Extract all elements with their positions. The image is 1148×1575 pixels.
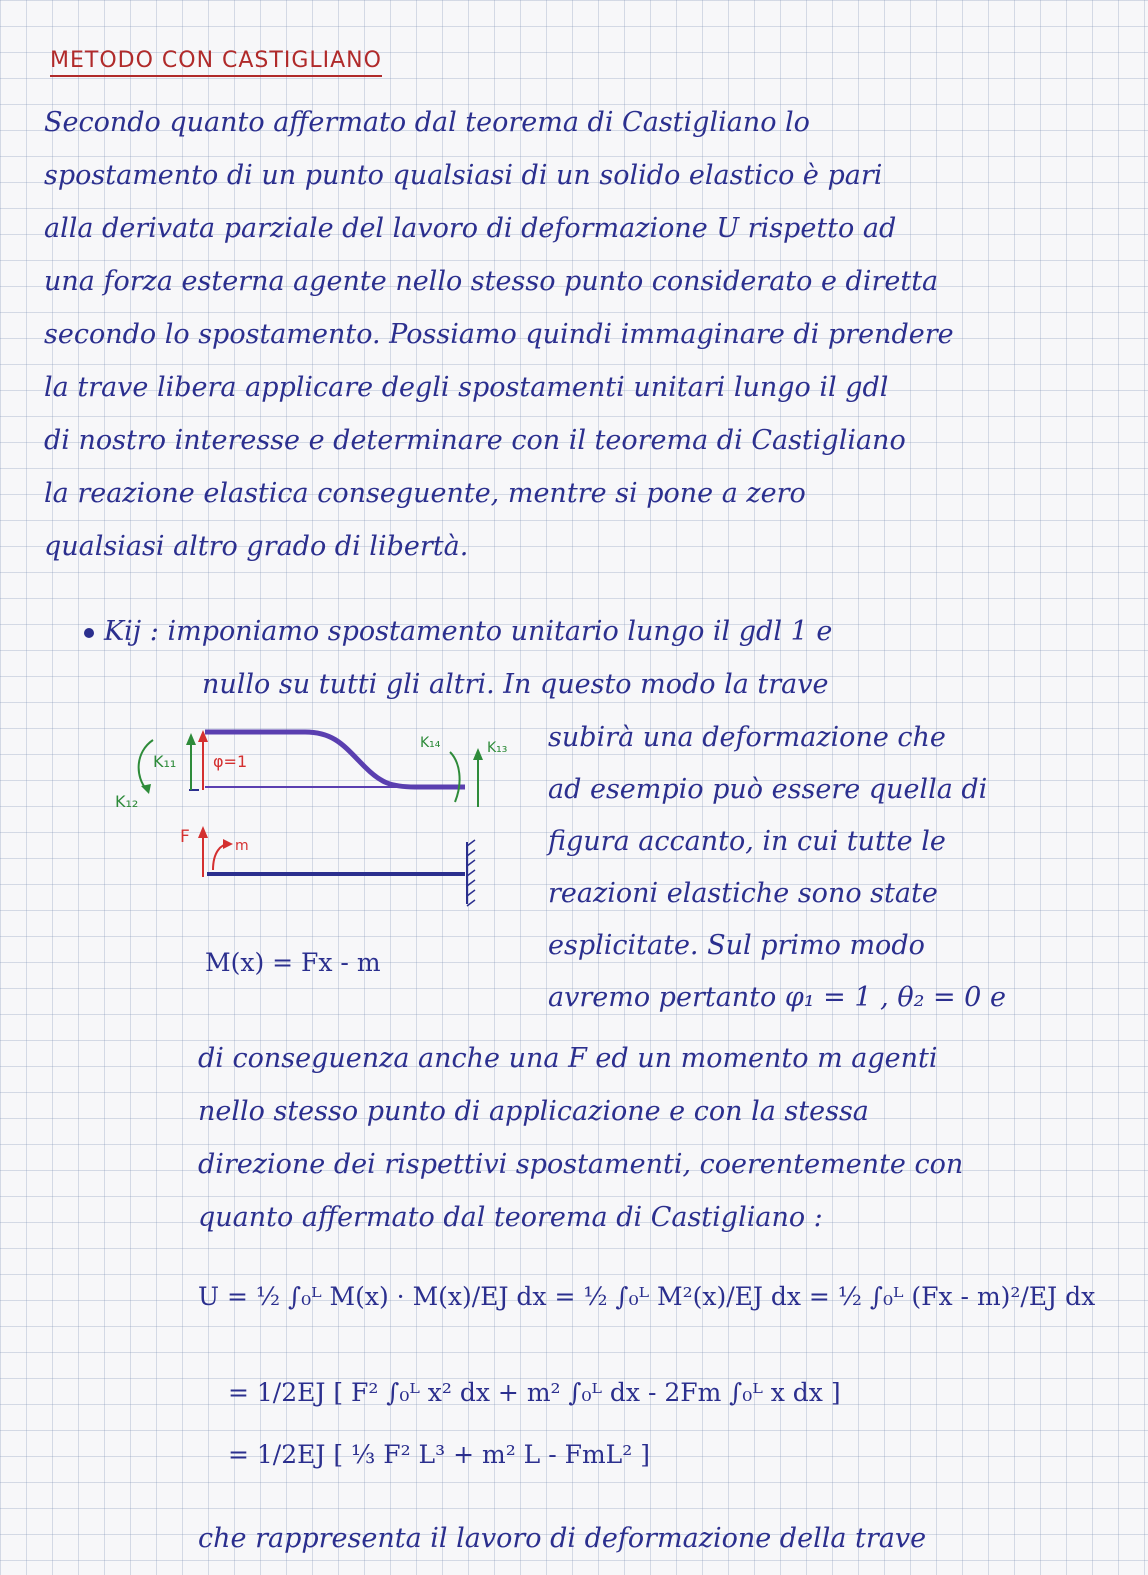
bullet-text: imponiamo spostamento unitario lungo il gdl 1 e [167,616,833,647]
side-line: reazioni elastiche sono state [548,878,938,909]
force-arrow-head-icon [198,826,208,838]
k14-moment-arrow [450,752,460,802]
side-line: esplicitate. Sul primo modo [548,930,925,961]
paragraph-line: la trave libera applicare degli spostamenti unitari lungo il gdl [44,372,889,403]
paragraph-line: spostamento di un punto qualsiasi di un solido elastico è pari [44,160,883,191]
bullet-kij [84,605,1094,711]
bullet-dot-icon [84,628,94,638]
paragraph-line: una forza esterna agente nello stesso punto considerato e diretta [44,266,939,297]
side-line: ad esempio può essere quella di [548,774,988,805]
k13-label: K₁₃ [487,740,508,756]
moment-arrow [213,844,229,870]
continuation-line: quanto affermato dal teorema di Castigliano : [198,1202,823,1233]
paragraph-line: la reazione elastica conseguente, mentre si pone a zero [44,478,806,509]
side-paragraph [548,712,1108,1024]
side-line: subirà una deformazione che [548,722,946,753]
intro-paragraph [44,96,1104,573]
beam-diagram [95,712,535,912]
page-title: METODO CON CASTIGLIANO [50,48,382,77]
k11-arrow-head-icon [186,733,196,745]
support-hatch [467,840,475,906]
paragraph-line: alla derivata parziale del lavoro di deformazione U rispetto ad [44,213,897,244]
bullet-label: Kij : [104,616,159,647]
bullet-line [84,605,1094,658]
paragraph-line: Secondo quanto affermato dal teorema di Castigliano lo [44,107,810,138]
force-label: F [180,827,190,847]
moment-label: m [235,838,249,854]
side-line: avremo pertanto φ₁ = 1 , θ₂ = 0 e [548,982,1006,1013]
k14-label: K₁₄ [420,735,441,751]
moment-formula: M(x) = Fx - m [205,948,381,977]
equation-energy: U = ½ ∫₀ᴸ M(x) · M(x)/EJ dx = ½ ∫₀ᴸ M²(x)/EJ dx = ½ ∫₀ᴸ (Fx - m)²/EJ dx [198,1282,1096,1311]
phi-label: φ=1 [213,752,248,771]
equation-expanded: = 1/2EJ [ F² ∫₀ᴸ x² dx + m² ∫₀ᴸ dx - 2Fm ∫₀ᴸ x dx ] [228,1378,841,1407]
k11-label: K₁₁ [153,752,177,771]
continuation-line: di conseguenza anche una F ed un momento m agenti [198,1043,938,1074]
moment-arrow-head-icon [223,839,233,849]
continuation-line: nello stesso punto di applicazione e con la stessa [198,1096,869,1127]
k12-moment-arrow [139,740,153,790]
k13-arrow-head-icon [473,748,483,760]
paragraph-line: secondo lo spostamento. Possiamo quindi immaginare di prendere [44,319,954,350]
paragraph-line: di nostro interesse e determinare con il teorema di Castigliano [44,425,906,456]
paragraph-line: qualsiasi altro grado di libertà. [44,531,469,562]
equation-result: = 1/2EJ [ ⅓ F² L³ + m² L - FmL² ] [228,1440,650,1469]
continuation-line: direzione dei rispettivi spostamenti, coerentemente con [198,1149,964,1180]
side-line: figura accanto, in cui tutte le [548,826,946,857]
bullet-text: nullo su tutti gli altri. In questo modo la trave [202,669,829,700]
final-line: che rappresenta il lavoro di deformazione della trave [198,1523,927,1554]
continuation-paragraph [198,1032,1113,1244]
k12-label: K₁₂ [115,792,139,811]
